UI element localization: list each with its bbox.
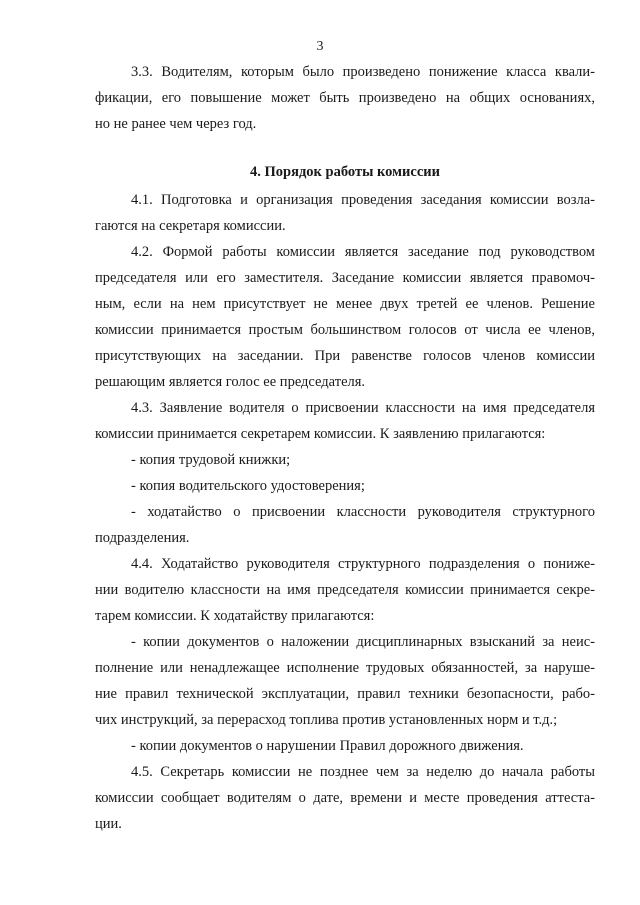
list-item <box>95 447 595 473</box>
list-item <box>95 473 595 499</box>
section-heading: 4. Порядок работы комиссии <box>250 164 440 180</box>
paragraph-4-2 <box>95 239 595 395</box>
paragraph-3-3 <box>95 59 595 137</box>
text-line: комиссии принимается простым большинством голосов от числа ее членов, <box>95 322 595 338</box>
list-item <box>95 733 595 759</box>
text-line: председателя или его заместителя. Заседание комиссии является правомоч- <box>95 270 595 286</box>
list-item <box>95 629 595 733</box>
text-line: комиссии принимается секретарем комиссии. К заявлению прилагаются: <box>95 426 546 442</box>
text-line: ние правил технической эксплуатации, правил техники безопасности, рабо- <box>95 686 595 702</box>
text-line: ным, если на нем присутствует не менее двух третей ее членов. Решение <box>95 296 595 312</box>
text-line: фикации, его повышение может быть произведено на общих основаниях, <box>95 90 595 106</box>
text-line: 4.1. Подготовка и организация проведения заседания комиссии возла- <box>131 192 595 208</box>
text-line: 4.5. Секретарь комиссии не позднее чем за неделю до начала работы <box>131 764 595 780</box>
text-line: тарем комиссии. К ходатайству прилагаются: <box>95 608 375 624</box>
text-line: подразделения. <box>95 530 190 546</box>
text-line: но не ранее чем через год. <box>95 116 257 132</box>
text-line: 3.3. Водителям, которым было произведено понижение класса квали- <box>131 64 595 80</box>
text-line: - копии документов о нарушении Правил дорожного движения. <box>131 738 524 754</box>
paragraph-4-4 <box>95 551 595 629</box>
text-line: - копия трудовой книжки; <box>131 452 291 468</box>
text-line: - копия водительского удостоверения; <box>131 478 365 494</box>
text-line: 4.4. Ходатайство руководителя структурного подразделения о пониже- <box>131 556 595 572</box>
text-line: чих инструкций, за перерасход топлива против установленных норм и т.д.; <box>95 712 558 728</box>
text-line: полнение или ненадлежащее исполнение трудовых обязанностей, за наруше- <box>95 660 595 676</box>
text-line: - копии документов о наложении дисциплинарных взысканий за неис- <box>131 634 595 650</box>
text-line: решающим является голос ее председателя. <box>95 374 366 390</box>
text-line: комиссии сообщает водителям о дате, времени и месте проведения аттеста- <box>95 790 595 806</box>
text-line: ции. <box>95 816 122 832</box>
text-line: 4.2. Формой работы комиссии является заседание под руководством <box>131 244 595 260</box>
list-item <box>95 499 595 551</box>
paragraph-4-1 <box>95 187 595 239</box>
text-line: гаются на секретаря комиссии. <box>95 218 286 234</box>
paragraph-4-3 <box>95 395 595 447</box>
text-line: присутствующих на заседании. При равенстве голосов членов комиссии <box>95 348 595 364</box>
text-line: нии водителю классности на имя председателя комиссии принимается секре- <box>95 582 595 598</box>
page-number: 3 <box>316 39 324 54</box>
text-line: - ходатайство о присвоении классности руководителя структурного <box>131 504 595 520</box>
document-body <box>95 59 595 837</box>
paragraph-4-5 <box>95 759 595 837</box>
text-line: 4.3. Заявление водителя о присвоении классности на имя председателя <box>131 400 595 416</box>
